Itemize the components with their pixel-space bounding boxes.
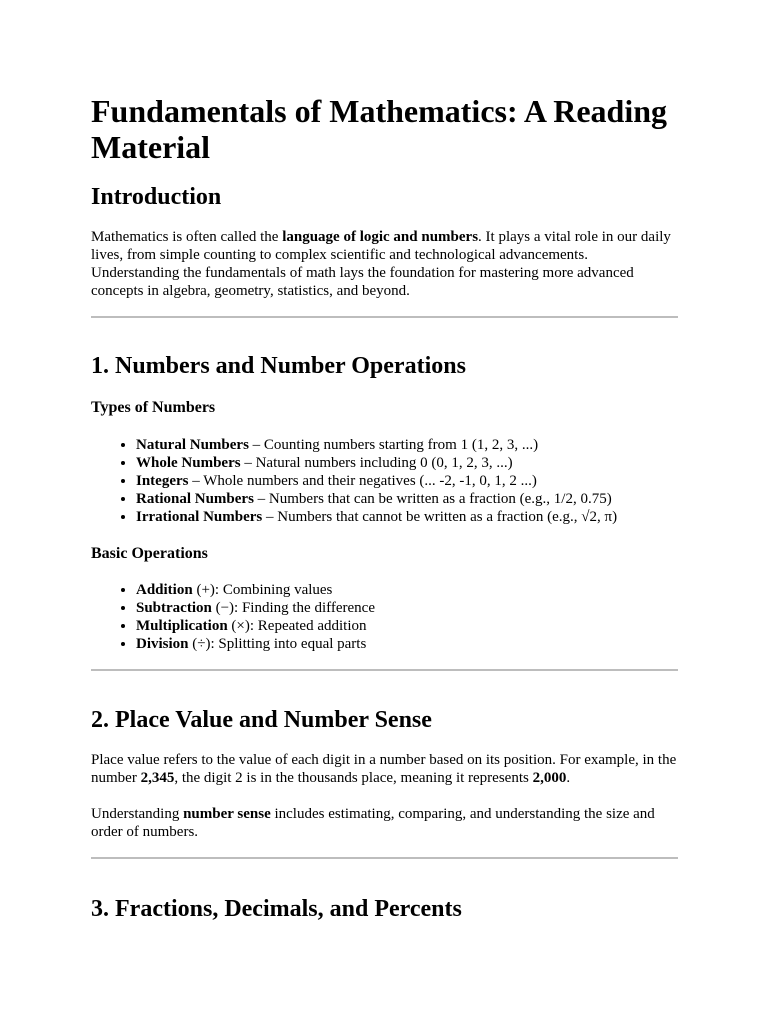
place-value-paragraph	[91, 751, 679, 787]
place-value-result: 2,000	[532, 770, 567, 786]
document-title: Fundamentals of Mathematics: A Reading Material	[91, 93, 667, 165]
place-value-number: 2,345	[140, 770, 175, 786]
list-item-term: Rational Numbers	[136, 491, 254, 507]
list-item-desc: – Whole numbers and their negatives (... -2, -1, 0, 1, 2 ...)	[188, 473, 537, 489]
section-2-heading: 2. Place Value and Number Sense	[91, 707, 432, 733]
place-value-text-2: , the digit 2 is in the thousands place, meaning it represents	[174, 770, 533, 786]
divider-3	[91, 857, 678, 859]
list-item-desc: – Numbers that cannot be written as a fraction (e.g., √2, π)	[262, 509, 618, 525]
list-item-desc: (÷): Splitting into equal parts	[188, 636, 367, 652]
list-item-term: Division	[136, 636, 189, 652]
list-item-term: Irrational Numbers	[136, 509, 263, 525]
number-sense-text-1: Understanding	[91, 806, 184, 822]
list-item-term: Subtraction	[136, 600, 212, 616]
section-3-heading: 3. Fractions, Decimals, and Percents	[91, 896, 462, 922]
intro-heading: Introduction	[91, 184, 222, 210]
intro-text-1: Mathematics is often called the	[91, 229, 283, 245]
divider-1	[91, 316, 678, 318]
list-item-desc: – Natural numbers including 0 (0, 1, 2, 3, ...)	[240, 455, 513, 471]
list-item	[136, 617, 679, 635]
section-1-heading: 1. Numbers and Number Operations	[91, 353, 466, 379]
intro-paragraph	[91, 228, 679, 300]
number-sense-paragraph	[91, 805, 679, 841]
list-item-term: Integers	[136, 473, 189, 489]
list-item	[136, 508, 679, 526]
list-item-desc: (×): Repeated addition	[227, 618, 367, 634]
list-item-desc: (−): Finding the difference	[211, 600, 375, 616]
types-of-numbers-heading: Types of Numbers	[91, 399, 216, 416]
place-value-text-3: .	[566, 770, 571, 786]
list-item	[136, 472, 679, 490]
list-item	[136, 436, 679, 454]
list-item	[136, 454, 679, 472]
list-item-desc: – Numbers that can be written as a fraction (e.g., 1/2, 0.75)	[253, 491, 612, 507]
list-item	[136, 599, 679, 617]
intro-emphasis: language of logic and numbers	[282, 229, 479, 245]
list-item-term: Multiplication	[136, 618, 228, 634]
intro-text-2: . It plays a vital role in our daily lives, from simple counting to complex scientific and technological advancements. Understanding the fundamentals of math lays the foundation for mastering more advanced concepts in algebra, geometry, statistics, and beyond.	[91, 229, 671, 299]
number-sense-emphasis: number sense	[183, 806, 271, 822]
basic-operations-list	[91, 581, 679, 653]
list-item	[136, 490, 679, 508]
basic-operations-heading: Basic Operations	[91, 545, 208, 562]
types-of-numbers-list	[91, 436, 679, 526]
number-sense-text-2: includes estimating, comparing, and understanding the size and order of numbers.	[91, 806, 655, 840]
list-item	[136, 635, 679, 653]
list-item-desc: (+): Combining values	[192, 582, 333, 598]
divider-2	[91, 669, 678, 671]
list-item-term: Addition	[136, 582, 193, 598]
list-item-term: Whole Numbers	[136, 455, 241, 471]
list-item	[136, 581, 679, 599]
list-item-desc: – Counting numbers starting from 1 (1, 2, 3, ...)	[248, 437, 539, 453]
list-item-term: Natural Numbers	[136, 437, 249, 453]
place-value-text-1: Place value refers to the value of each digit in a number based on its position. For example, in the number	[91, 752, 677, 786]
